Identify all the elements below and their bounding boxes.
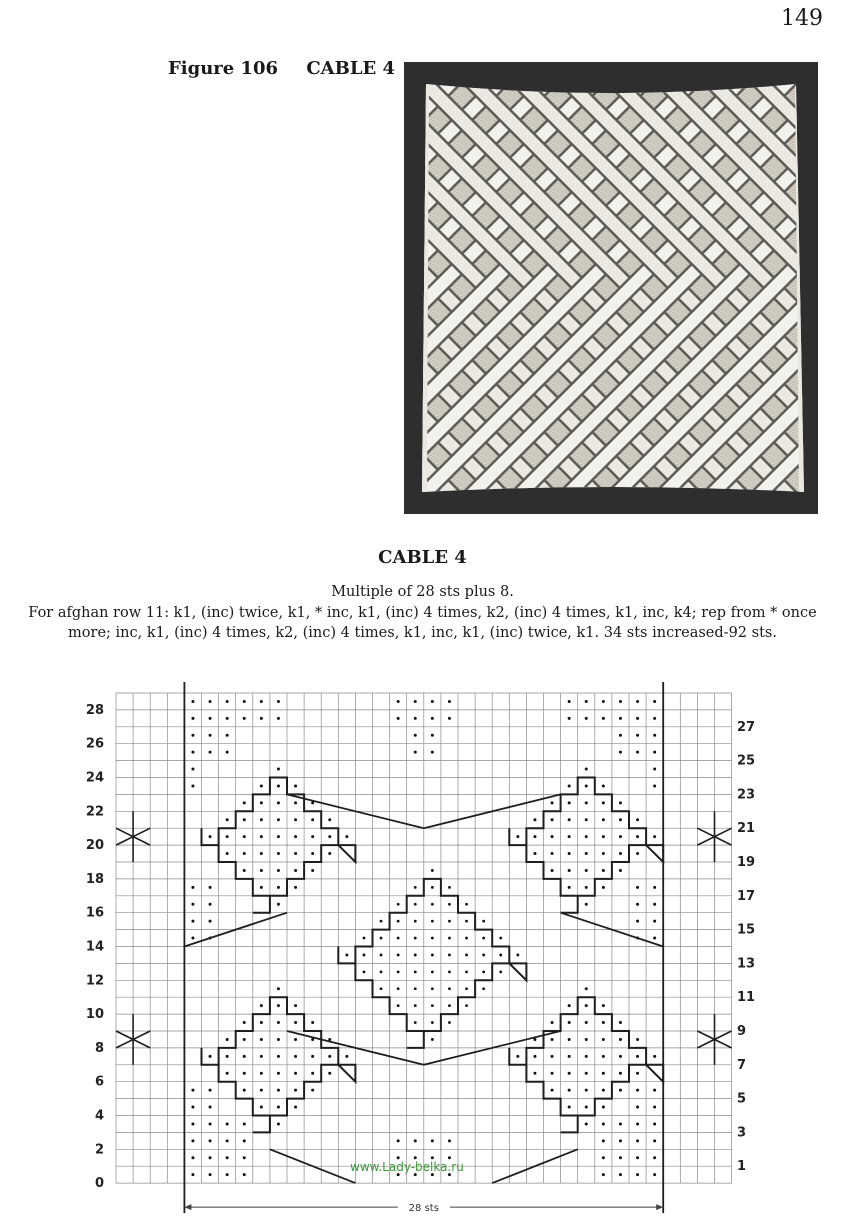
row-number-right: 25	[737, 753, 756, 769]
row-number-right: 9	[737, 1024, 747, 1039]
row-number-right: 19	[737, 855, 756, 870]
instructions	[14, 582, 831, 644]
row-number-right: 13	[737, 956, 756, 972]
row-number-left: 18	[85, 871, 104, 887]
knitted-swatch-image	[404, 62, 818, 514]
row-number-left: 26	[85, 736, 104, 752]
figure-caption	[168, 58, 395, 79]
row-number-left: 20	[85, 838, 104, 854]
afghan-row-text: For afghan row 11: k1, (inc) twice, k1, * inc, k1, (inc) 4 times, k2, (inc) 4 times, k1, inc, k4; rep from * once more; inc, k1, (inc) 4 times, k2, (inc) 4 times, k1, inc, k1, (inc) twice, k1. 34 sts increased-92 sts.	[28, 604, 817, 641]
knitting-chart	[0, 680, 845, 1217]
row-number-right: 3	[737, 1125, 747, 1141]
multiple-text: Multiple of 28 sts plus 8.	[331, 584, 514, 600]
row-number-right: 5	[737, 1091, 747, 1107]
row-number-left: 2	[94, 1142, 104, 1158]
row-number-left: 4	[94, 1108, 104, 1124]
row-number-left: 14	[85, 939, 104, 955]
figure-label: Figure 106	[168, 58, 279, 79]
row-number-right: 23	[737, 787, 756, 803]
row-number-right: 15	[737, 922, 756, 938]
repeat-width-label: 28 sts	[408, 1203, 439, 1215]
figure-title: CABLE 4	[306, 58, 396, 79]
row-number-right: 21	[737, 821, 756, 837]
row-number-left: 10	[85, 1007, 104, 1023]
row-number-left: 8	[94, 1040, 104, 1056]
row-number-right: 17	[737, 888, 756, 904]
chart-grid	[0, 680, 845, 1217]
row-number-right: 27	[737, 719, 756, 735]
row-number-left: 6	[94, 1074, 104, 1090]
section-title: CABLE 4	[378, 547, 467, 568]
watermark: www.Lady-belka.ru	[350, 1160, 464, 1175]
row-number-right: 1	[737, 1159, 747, 1175]
row-number-left: 12	[85, 973, 104, 989]
row-number-right: 11	[737, 990, 756, 1006]
row-number-left: 28	[85, 702, 104, 718]
page-number: 149	[781, 6, 823, 31]
row-number-left: 0	[94, 1176, 104, 1192]
row-number-left: 22	[85, 804, 104, 820]
row-number-right: 7	[737, 1057, 747, 1073]
row-number-left: 16	[85, 905, 104, 921]
row-number-left: 24	[85, 770, 104, 786]
cable-swatch-photo	[404, 62, 818, 514]
